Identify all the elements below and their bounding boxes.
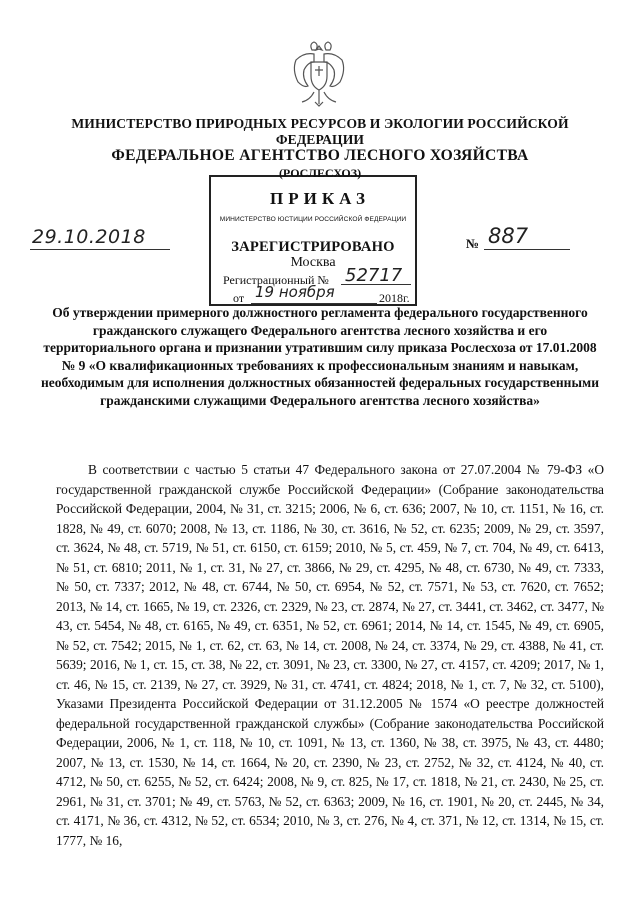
russian-coat-of-arms-icon [290,40,348,112]
order-body-paragraph: В соответствии с частью 5 статьи 47 Федерального закона от 27.07.2004 № 79-ФЗ «О государственной гражданской службе Российской Федерации» (Собрание законодательства Российской Федерации, 2004, № 31, ст. 3215; 2006, № 6, ст. 636; 2007, № 10, ст. 1151, № 16, ст. 1828, № 49, ст. 6070; 2008, № 13, ст. 1186, № 30, ст. 3616, № 52, ст. 6235; 2009, № 29, ст. 3597, ст. 3624, № 48, ст. 5719, № 51, ст. 6150, ст. 6159; 2010, № 5, ст. 459, № 7, ст. 704, № 49, ст. 6413, № 51, ст. 6810; 2011, № 1, ст. 31, № 27, ст. 3866, № 29, ст. 4295, № 48, ст. 6730, № 49, ст. 7333, № 50, ст. 7337; 2012, № 48, ст. 6744, № 50, ст. 6954, № 52, ст. 7571, № 53, ст. 7620, ст. 7652; 2013, № 14, ст. 1665, № 19, ст. 2326, ст. 2329, № 23, ст. 2874, № 27, ст. 3441, ст. 3462, ст. 3477, № 43, ст. 5454, № 48, ст. 6165, № 49, ст. 6351, № 52, ст. 6961; 2014, № 14, ст. 1545, № 49, ст. 6905, № 52, ст. 7542; 2015, № 1, ст. 62, ст. 63, № 14, ст. 2008, № 24, ст. 3374, № 29, ст. 4388, № 41, ст. 5639; 2016, № 1, ст. 15, ст. 38, № 22, ст. 3091, № 23, ст. 3300, № 27, ст. 4157, ст. 4209; 2017, № 1, ст. 46, № 15, ст. 2139, № 27, ст. 3929, № 31, ст. 4741, ст. 4824; 2018, № 1, ст. 7, № 32, ст. 5100), Указами Президента Российской Федерации от 31.12.2005 № 1574 «О реестре должностей федеральной государственной гражданской службы» (Собрание законодательства Российской Федерации, 2006, № 1, ст. 118, № 10, ст. 1091, № 13, ст. 1360, № 38, ст. 3975, № 43, ст. 4480; 2007, № 13, ст. 1530, № 14, ст. 1664, № 20, ст. 2390, № 23, ст. 2752, № 32, ст. 4124, № 40, ст. 4712, № 50, ст. 6255, № 52, ст. 6424; 2008, № 9, ст. 825, № 17, ст. 1818, № 21, ст. 2430, № 25, ст. 2961, № 31, ст. 3701; № 49, ст. 5763, № 52, ст. 6363; 2009, № 16, ст. 1901, № 20, ст. 2445, № 34, ст. 4171, № 36, ст. 4312, № 52, ст. 6534; 2010, № 3, ст. 276, № 4, ст. 371, № 12, ст. 1314, № 15, ст. 1777, № 16, [56,462,604,848]
order-number-underline [484,249,570,250]
stamp-from-year: 2018г. [379,291,410,305]
stamp-regno-label: Регистрационный № [223,273,329,287]
stamp-regno-underline [341,284,411,285]
order-heading: Об утверждении примерного должностного регламента федерального государственного гражданского служащего Федерального агентства лесного хозяйства и его территориального органа и признании утратившим силу приказа Рослесхоза от 17.01.2008 № 9 «О квалификационных требованиях к профессиональным знаниям и навыкам, необходимым для исполнения должностных обязанностей федеральных государственными гражданскими служащими Федерального агентства лесного хозяйства» [41,305,599,408]
ministry-name: МИНИСТЕРСТВО ПРИРОДНЫХ РЕСУРСОВ И ЭКОЛОГИИ РОССИЙСКОЙ ФЕДЕРАЦИИ [71,116,569,147]
stamp-from-label: от [233,291,245,305]
order-date: 29.10.2018 [32,226,146,248]
agency-abbreviation: (РОСЛЕСХОЗ) [278,166,362,180]
stamp-regno-value: 52717 [345,265,403,286]
stamp-from-date: 19 ноября [255,283,335,301]
order-date-underline [30,249,170,250]
stamp-ministry-name: МИНИСТЕРСТВО ЮСТИЦИИ РОССИЙСКОЙ ФЕДЕРАЦИИ [219,216,407,223]
stamp-city: Москва [290,255,336,270]
agency-name: ФЕДЕРАЛЬНОЕ АГЕНТСТВО ЛЕСНОГО ХОЗЯЙСТВА [111,147,529,164]
order-number: 887 [488,224,529,248]
order-number-label: № [466,236,480,251]
order-title: ПРИКАЗ [270,189,370,208]
stamp-registered-text: ЗАРЕГИСТРИРОВАНО [231,239,395,255]
